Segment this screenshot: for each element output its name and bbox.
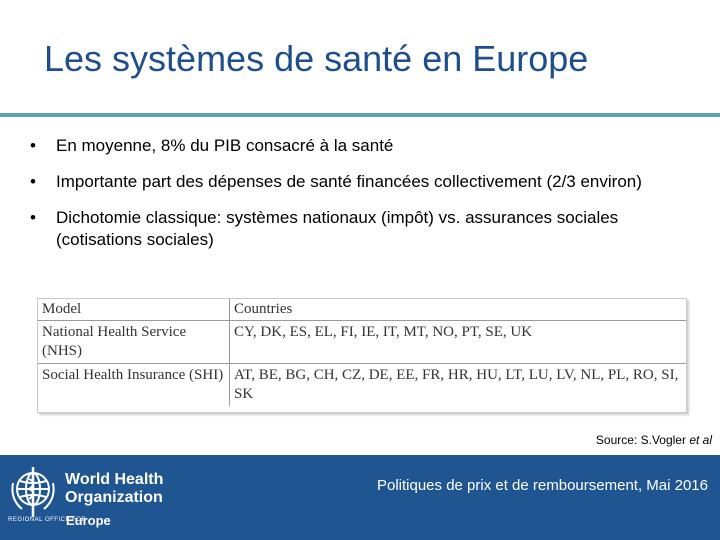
bullet-text: Importante part des dépenses de santé financées collectivement (2/3 environ) [56, 172, 642, 191]
bullet-item [30, 207, 690, 251]
table [38, 299, 686, 406]
title-divider [0, 113, 720, 117]
health-systems-table [37, 298, 687, 413]
table-header-row [38, 299, 686, 321]
org-name [65, 471, 163, 507]
bullet-item [30, 171, 690, 193]
bullet-text: En moyenne, 8% du PIB consacré à la santé [56, 136, 394, 155]
region-label: Europe [66, 513, 111, 528]
table-cell-model: National Health Service (NHS) [38, 321, 230, 364]
footer-bar [0, 455, 720, 540]
table-row [38, 364, 686, 407]
table-row [38, 321, 686, 364]
table-header-model: Model [38, 299, 230, 321]
table-header-countries: Countries [230, 299, 687, 321]
footer-caption: Politiques de prix et de remboursement, Mai 2016 [376, 477, 708, 494]
bullet-symbol: • [30, 136, 36, 155]
org-name-line2: Organization [65, 489, 163, 506]
bullet-item [30, 135, 690, 157]
slide-title: Les systèmes de santé en Europe [44, 38, 589, 79]
table-cell-countries: CY, DK, ES, EL, FI, IE, IT, MT, NO, PT, SE, UK [230, 321, 687, 364]
bullet-symbol: • [30, 208, 36, 227]
table-cell-countries: AT, BE, BG, CH, CZ, DE, EE, FR, HR, HU, LT, LU, LV, NL, PL, RO, SI, SK [230, 364, 687, 407]
regional-office-label: REGIONAL OFFICE FOR [8, 517, 87, 523]
source-citation [596, 433, 712, 447]
source-prefix: Source: S.Vogler [595, 433, 690, 447]
who-emblem-icon [8, 465, 58, 523]
bullet-text: Dichotomie classique: systèmes nationaux (impôt) vs. assurances sociales (cotisations sociales) [56, 208, 619, 249]
source-italic: et al [689, 433, 712, 447]
bullet-symbol: • [30, 172, 36, 191]
bullet-list [30, 135, 690, 265]
table-cell-model: Social Health Insurance (SHI) [38, 364, 230, 407]
org-name-line1: World Health [65, 471, 164, 488]
